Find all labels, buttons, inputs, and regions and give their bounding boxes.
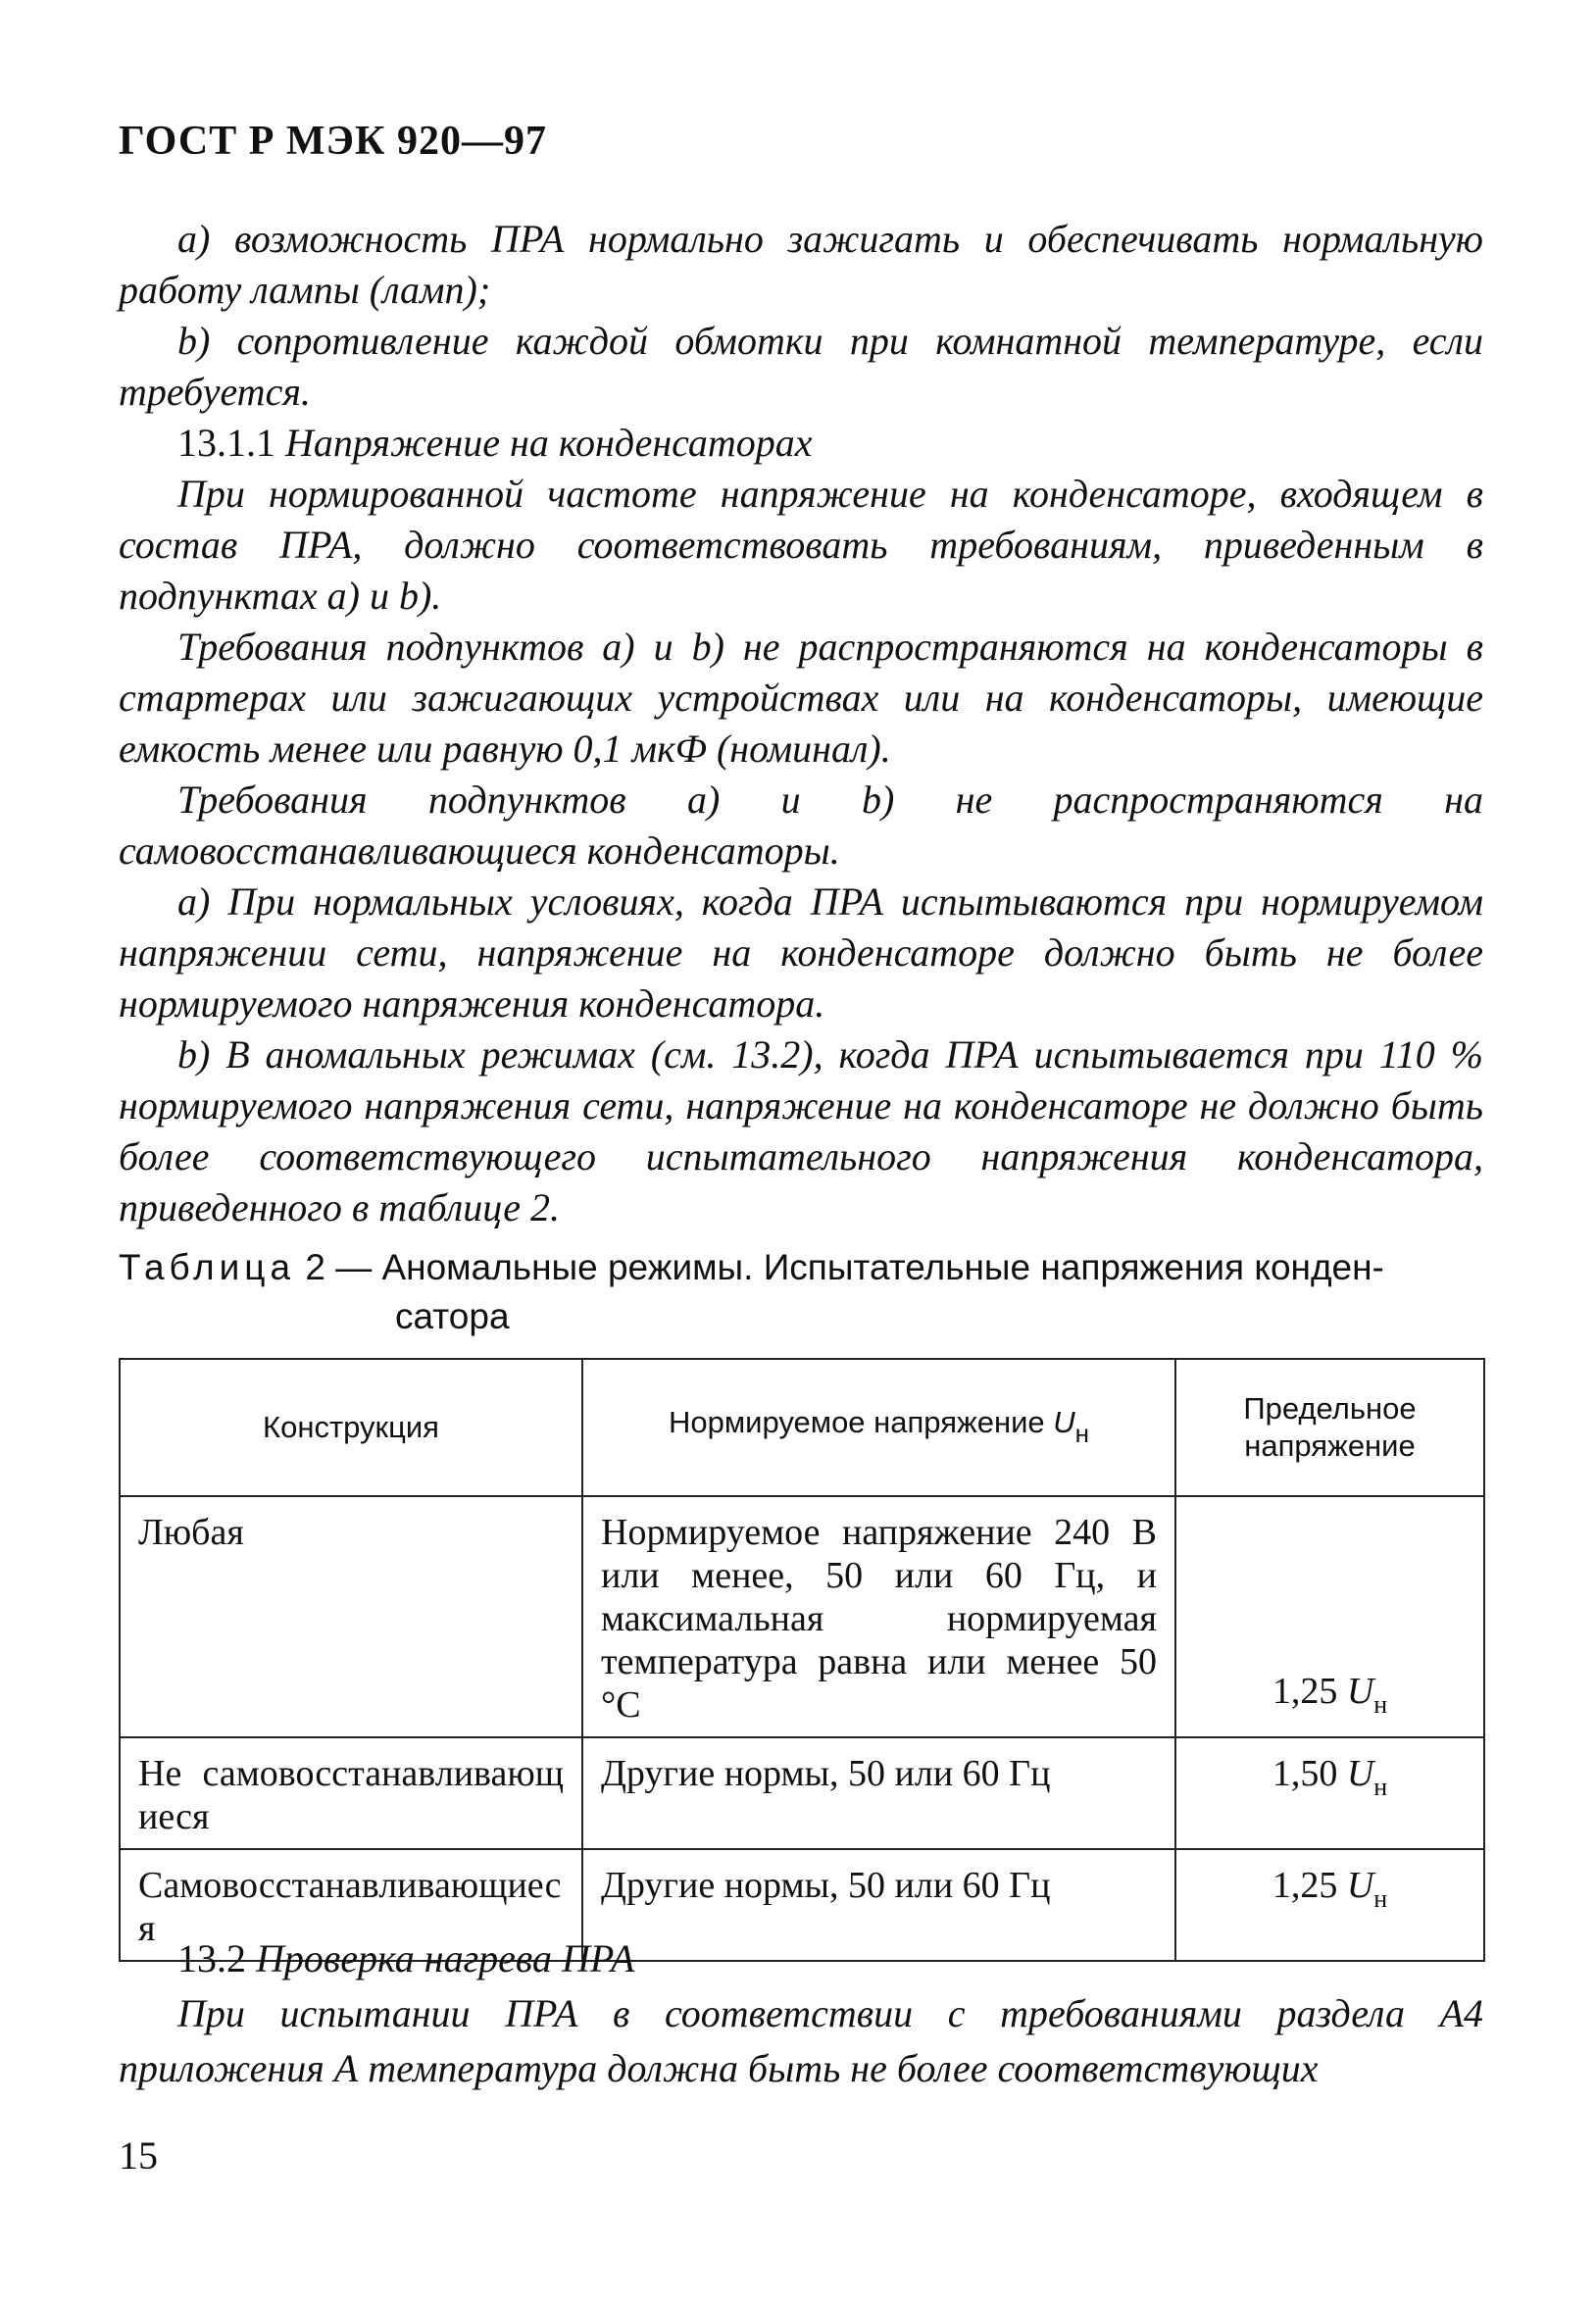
cell-rated-voltage: Другие нормы, 50 или 60 Гц [582, 1849, 1175, 1961]
paragraph-abnormal-conditions: b) В аномальных режимах (см. 13.2), когда ПРА испытывается при 110 % нормируемого напряжения сети, напряжение на конденсаторе не должно быть более соответствующего испытательного напряжения конденсатора, приведенного в таблице 2. [119, 1032, 1483, 1229]
header-construction: Конструкция [120, 1359, 582, 1496]
page-number: 15 [119, 2133, 158, 2178]
paragraph-normal-conditions: а) При нормальных условиях, когда ПРА испытываются при нормируемом напряжении сети, напряжение на конденсаторе должно быть не более нормируемого напряжения конденсатора. [119, 879, 1483, 1026]
subsection-title: Напряжение на конденсаторах [285, 421, 813, 465]
section-heading [119, 1931, 1483, 1986]
cell-construction: Самовосстанавливающиеся [120, 1849, 582, 1961]
header-rated-voltage: Нормируемое напряжение $U_н$ [582, 1359, 1175, 1496]
table-caption-label: Таблица [119, 1247, 296, 1287]
table-header-row [120, 1359, 1484, 1496]
paragraph-exclusion-self-healing: Требования подпунктов а) и b) не распространяются на самовосстанавливающиеся конденсаторы. [119, 777, 1483, 873]
cell-construction: Не самовосстанавливающиеся [120, 1737, 582, 1849]
section-number: 13.2 [177, 1936, 246, 1980]
section-heating-check [119, 1931, 1483, 2096]
paragraph-exclusion-starters: Требования подпунктов а) и b) не распространяются на конденсаторы в стартерах или зажигающих устройствах или на конденсаторы, имеющие емкость менее или равную 0,1 мкФ (номинал). [119, 625, 1483, 771]
body-text [119, 214, 1483, 1233]
table-caption-text: 2 — Аномальные режимы. Испытательные напряжения конден- [305, 1247, 1384, 1287]
cell-limit-voltage: 1,25 $U_н$ [1175, 1849, 1484, 1961]
cell-limit-voltage: 1,25 $U_н$ [1175, 1496, 1484, 1737]
document-header: ГОСТ Р МЭК 920—97 [119, 119, 547, 164]
paragraph-item-a: а) возможность ПРА нормально зажигать и обеспечивать нормальную работу лампы (ламп); [119, 217, 1483, 312]
cell-limit-voltage: 1,50 $U_н$ [1175, 1737, 1484, 1849]
cell-rated-voltage: Другие нормы, 50 или 60 Гц [582, 1737, 1175, 1849]
table-row [120, 1496, 1484, 1737]
subsection-number: 13.1.1 [177, 421, 275, 465]
header-limit-voltage: Предельное напряжение [1175, 1359, 1484, 1496]
section-title: Проверка нагрева ПРА [256, 1936, 635, 1980]
paragraph-requirement: При нормированной частоте напряжение на конденсаторе, входящем в состав ПРА, должно соответствовать требованиям, приведенным в подпунктах а) и b). [119, 472, 1483, 618]
section-paragraph: При испытании ПРА в соответствии с требованиями раздела А4 приложения А температура должна быть не более соответствующих [119, 1991, 1483, 2090]
table-caption-continuation: сатора [395, 1296, 510, 1336]
cell-rated-voltage: Нормируемое напряжение 240 В или менее, 50 или 60 Гц, и максимальная нормируемая температура равна или менее 50 °С [582, 1496, 1175, 1737]
paragraph-item-b: b) сопротивление каждой обмотки при комнатной температуре, если требуется. [119, 319, 1483, 414]
table-row [120, 1737, 1484, 1849]
capacitor-test-voltage-table [119, 1358, 1485, 1962]
table-caption [119, 1243, 1481, 1341]
subsection-heading [119, 418, 1483, 469]
cell-construction: Любая [120, 1496, 582, 1737]
